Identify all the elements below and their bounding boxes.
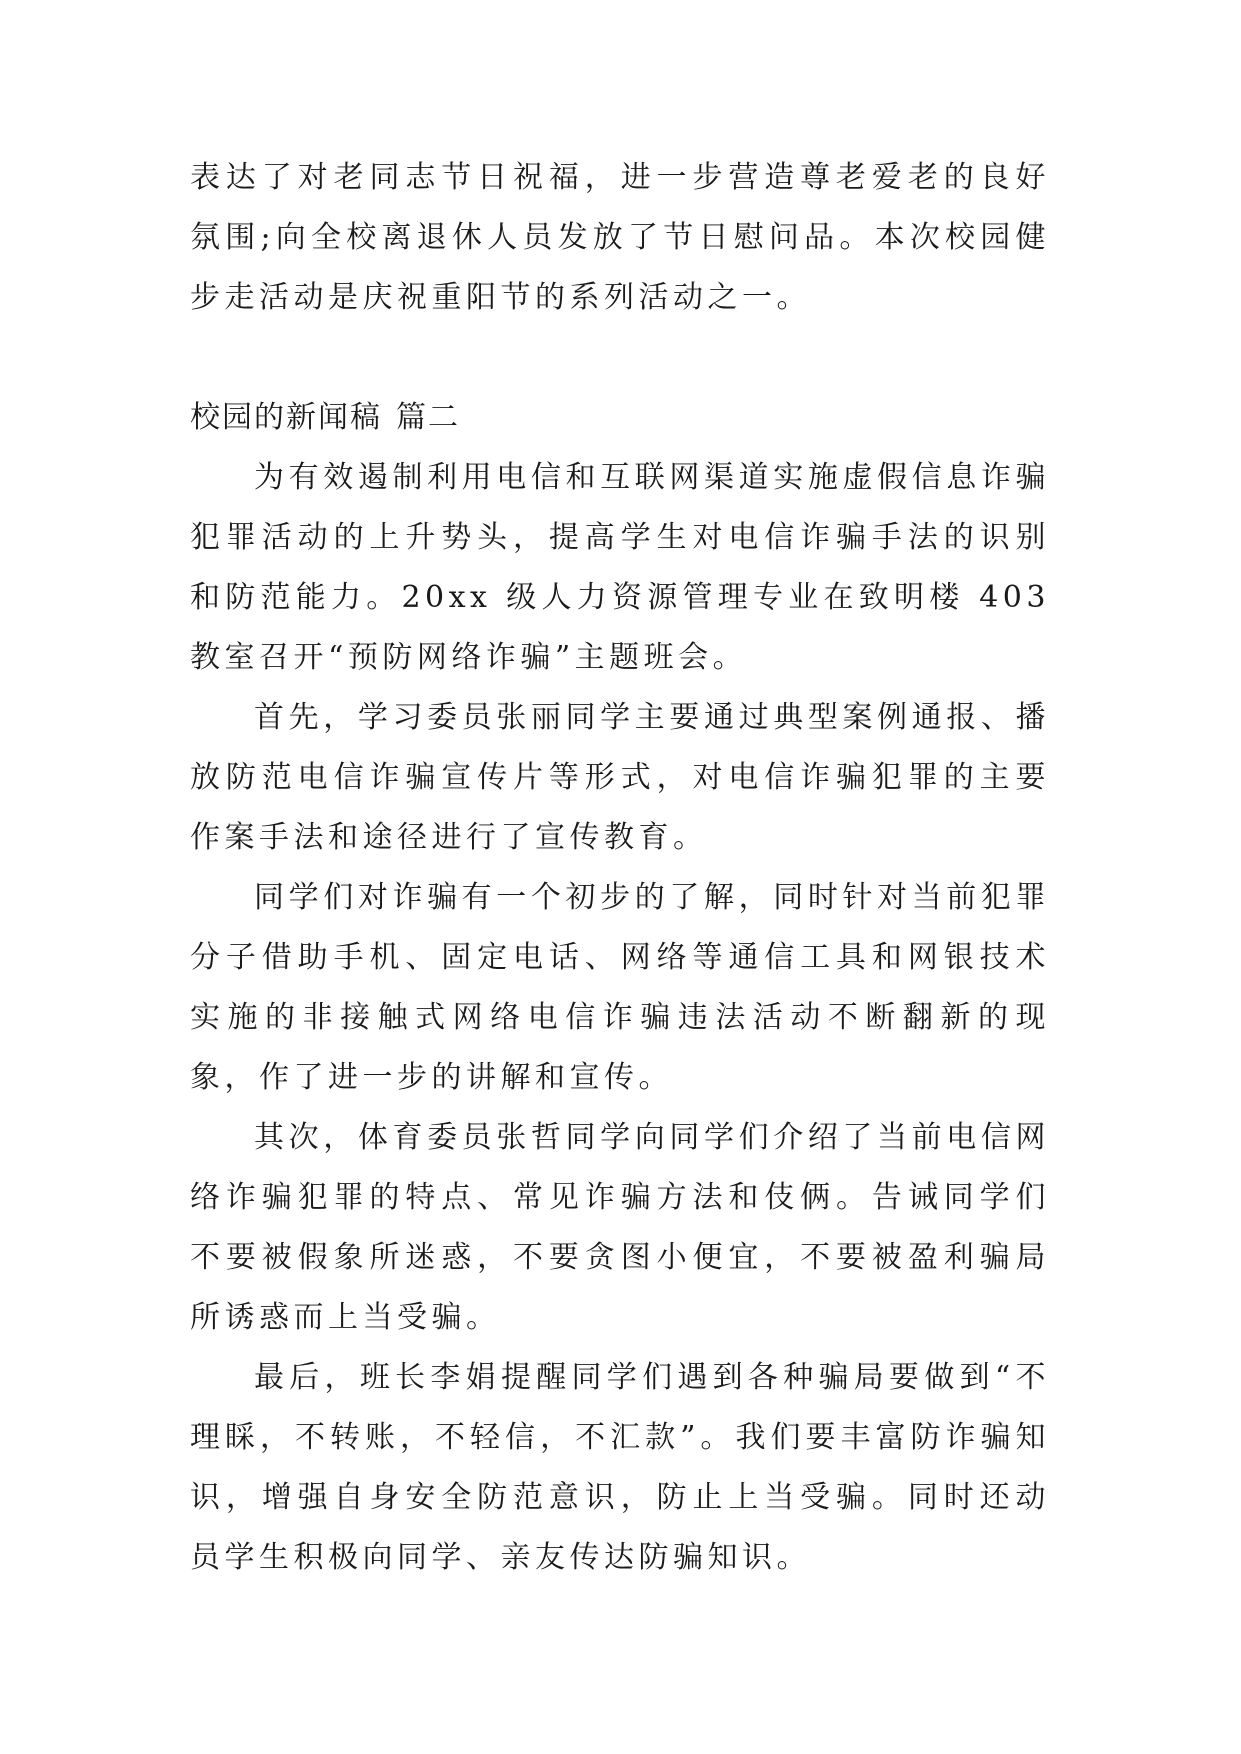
paragraph-2: 首先，学习委员张丽同学主要通过典型案例通报、播放防范电信诈骗宣传片等形式，对电信诈骗犯罪的主要作案手法和途径进行了宣传教育。 — [190, 700, 1050, 855]
section-heading-title: 校园的新闻稿 — [190, 400, 382, 435]
section-heading-part: 篇二 — [396, 400, 460, 435]
paragraph-5: 最后，班长李娟提醒同学们遇到各种骗局要做到“不理睬，不转账，不轻信，不汇款”。我们要丰富防诈骗知识，增强自身安全防范意识，防止上当受骗。同时还动员学生积极向同学、亲友传达防骗知识。 — [190, 1360, 1050, 1575]
paragraph-3: 同学们对诈骗有一个初步的了解，同时针对当前犯罪分子借助手机、固定电话、网络等通信工具和网银技术实施的非接触式网络电信诈骗违法活动不断翻新的现象，作了进一步的讲解和宣传。 — [190, 880, 1050, 1095]
section-heading — [190, 388, 1050, 448]
paragraph-4: 其次，体育委员张哲同学向同学们介绍了当前电信网络诈骗犯罪的特点、常见诈骗方法和伎俩。告诫同学们不要被假象所迷惑，不要贪图小便宜，不要被盈利骗局所诱惑而上当受骗。 — [190, 1120, 1050, 1335]
document-body — [190, 148, 1050, 1588]
intro-paragraph: 表达了对老同志节日祝福，进一步营造尊老爱老的良好氛围;向全校离退休人员发放了节日慰问品。本次校园健步走活动是庆祝重阳节的系列活动之一。 — [190, 160, 1050, 315]
paragraph-1: 为有效遏制利用电信和互联网渠道实施虚假信息诈骗犯罪活动的上升势头，提高学生对电信诈骗手法的识别和防范能力。20xx 级人力资源管理专业在致明楼 403 教室召开“预防网络诈骗”主题班会。 — [190, 460, 1050, 675]
